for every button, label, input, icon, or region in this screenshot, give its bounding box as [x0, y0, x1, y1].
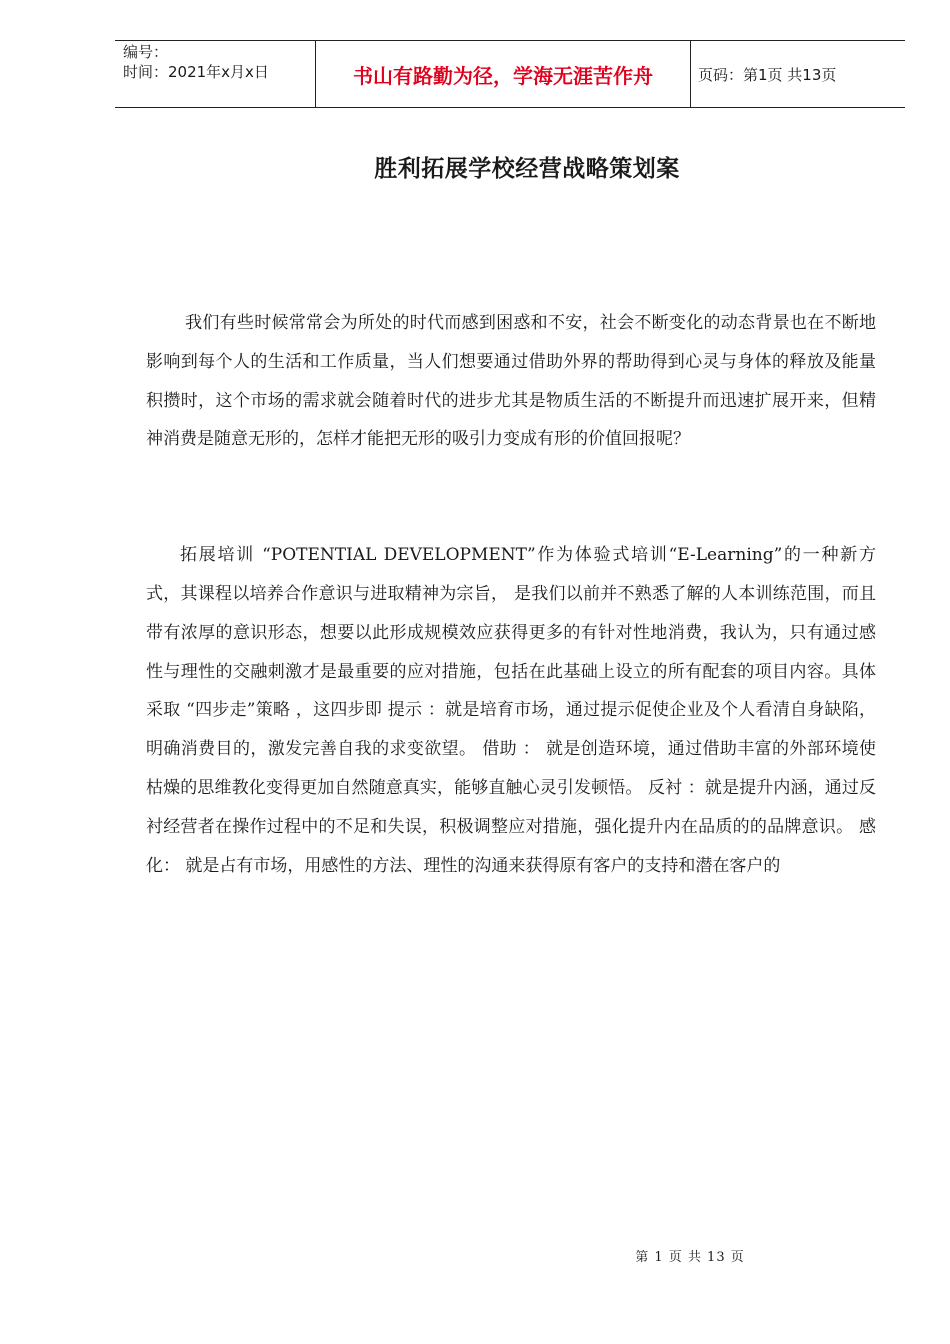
document-number-label: 编号：: [123, 43, 169, 61]
document-title: 胜利拓展学校经营战略策划案: [374, 155, 680, 182]
body-paragraph-1: 我们有些时候常常会为所处的时代而感到困惑和不安，社会不断变化的动态背景也在不断地影响到每个人的生活和工作质量，当人们想要通过借助外界的帮助得到心灵与身体的释放及能量积攒时，这个市场的需求就会随着时代的进步尤其是物质生活的不断提升而迅速扩展开来，但精神消费是随意无形的，怎样才能把无形的吸引力变成有形的价值回报呢？: [146, 313, 876, 450]
document-time-label: 时间：2021年x月x日: [123, 63, 269, 81]
body-paragraph-2: 拓展培训 “POTENTIAL DEVELOPMENT”作为体验式培训“E-Learning”的一种新方式，其课程以培养合作意识与进取精神为宗旨， 是我们以前并不熟悉了解的人本训练范围，而且带有浓厚的意识形态，想要以此形成规模效应获得更多的有针对性地消费，我认为，只有通过感性与理性的交融刺激才是最重要的应对措施，包括在此基础上设立的所有配套的项目内容。具体采取 “四步走”策略 ，这四步即 提示 ：就是培育市场，通过提示促使企业及个人看清自身缺陷，明确消费目的，激发完善自我的求变欲望。 借助 ： 就是创造环境，通过借助丰富的外部环境使枯燥的思维教化变得更加自然随意真实，能够直触心灵引发顿悟。 反衬 ：就是提升内涵，通过反衬经营者在操作过程中的不足和失误，积极调整应对措施，强化提升内在品质的的品牌意识。 感化： 就是占有市场，用感性的方法、理性的沟通来获得原有客户的支持和潜在客户的: [146, 545, 876, 876]
header-motto: 书山有路勤为径，学海无涯苦作舟: [315, 41, 691, 107]
page-footer: 第 1 页 共 13 页: [635, 1250, 745, 1265]
header-meta-cell: [115, 41, 315, 107]
header-page-number: 页码：第1页 共13页: [698, 65, 837, 84]
page-header-table: [115, 40, 905, 108]
document-body: [146, 304, 876, 885]
